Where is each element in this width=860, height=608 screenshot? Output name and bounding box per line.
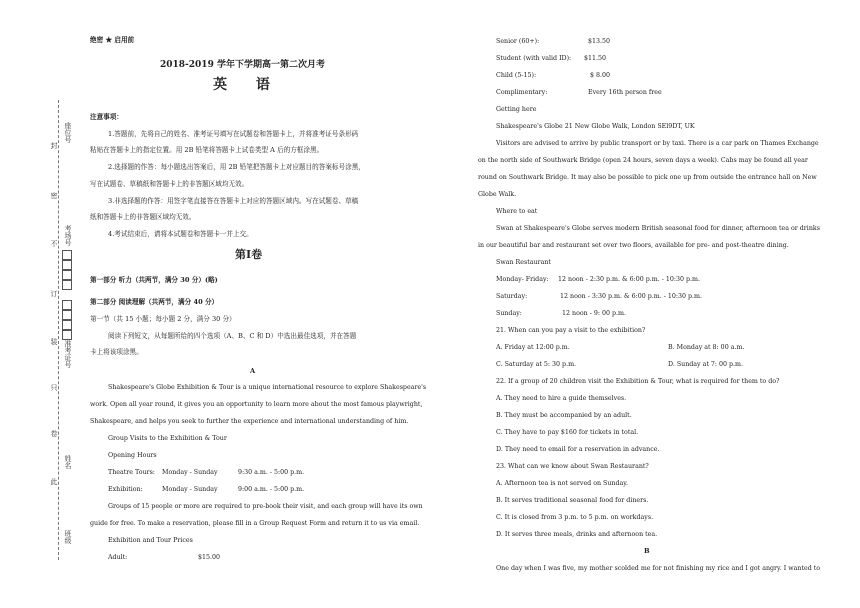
exam-subject: 英 语 bbox=[213, 77, 282, 93]
question-stem: 22. If a group of 20 children visit the Exhibition & Tour, what is required for them to do? bbox=[496, 378, 780, 385]
exam-title: 2018-2019 学年下学期高一第二次月考 bbox=[160, 60, 325, 70]
exam-room-box bbox=[62, 260, 72, 270]
passage-a-line: round on Southwark Bridge. It may also be possible to pick one up from outside the entrance hall on New bbox=[478, 174, 817, 181]
group-visits-heading: Group Visits to the Exhibition & Tour bbox=[108, 435, 227, 442]
price-label: Complimentary: bbox=[496, 89, 548, 96]
prices-heading: Exhibition and Tour Prices bbox=[108, 537, 193, 544]
note-line: 写在试题卷、草稿纸和答题卡上的非答题区域均无效。 bbox=[90, 180, 249, 188]
exam-room-box bbox=[62, 250, 72, 260]
price-value: $13.50 bbox=[588, 38, 611, 45]
note-line: 4.考试结束后，请将本试题卷和答题卡一并上交。 bbox=[108, 230, 253, 238]
part2-heading: 第二部分 阅读理解（共两节，满分 40 分） bbox=[90, 298, 219, 306]
theatre-tours-time: 9:30 a.m. - 5:00 p.m. bbox=[238, 469, 305, 476]
volume-title: 第Ⅰ卷 bbox=[235, 248, 263, 261]
passage-a-line: guide for free. To make a reservation, please fill in a Group Request Form and return it to us via email. bbox=[90, 520, 420, 527]
getting-here-heading: Getting here bbox=[496, 106, 537, 113]
question-option: D. It serves three meals, drinks and afternoon tea. bbox=[496, 531, 658, 538]
passage-a-line: Groups of 15 people or more are required to pre-book their visit, and each group will have its own bbox=[108, 503, 423, 510]
margin-bu: 不 bbox=[50, 240, 58, 247]
hours-time: 12 noon - 9: 00 p.m. bbox=[562, 310, 626, 317]
question-option: A. Friday at 12:00 p.m. bbox=[496, 344, 570, 351]
question-option: C. They have to pay $160 for tickets in total. bbox=[496, 429, 639, 436]
theatre-tours-label: Theatre Tours: bbox=[108, 469, 155, 476]
margin-zhi: 只 bbox=[50, 384, 58, 391]
swan-heading: Swan Restaurant bbox=[496, 259, 551, 266]
question-option: D. They need to email for a reservation in advance. bbox=[496, 446, 660, 453]
margin-ding: 订 bbox=[50, 290, 58, 297]
margin-juan: 卷 bbox=[50, 430, 58, 437]
margin-exam-no-label: 准考证号 bbox=[64, 340, 72, 368]
passage-b-line: One day when I was five, my mother scolded me for not finishing my rice and I got angry. I wanted to bbox=[496, 565, 821, 572]
passage-a-line: Shakespeare, and helps you seek to further the experience and international understanding of him. bbox=[90, 418, 409, 425]
question-option: B. They must be accompanied by an adult. bbox=[496, 412, 632, 419]
exhibition-days: Monday - Sunday bbox=[162, 486, 218, 493]
notes-heading: 注意事项： bbox=[90, 113, 123, 121]
question-option: C. It is closed from 3 p.m. to 5 p.m. on workdays. bbox=[496, 514, 654, 521]
exam-room-box bbox=[62, 270, 72, 280]
section1-heading: 第一节（共 15 小题；每小题 2 分，满分 30 分） bbox=[90, 315, 236, 323]
hours-days: Monday- Friday: bbox=[496, 276, 549, 283]
question-stem: 21. When can you pay a visit to the exhibition? bbox=[496, 327, 646, 334]
note-line: 1.答题前，先将自己的姓名、准考证号填写在试题卷和答题卡上，并将准考证号条形码 bbox=[108, 130, 359, 138]
question-stem: 23. What can we know about Swan Restaurant? bbox=[496, 463, 649, 470]
price-label: Adult: bbox=[108, 554, 128, 561]
margin-name-label: 姓名 bbox=[64, 455, 72, 469]
exam-no-box bbox=[62, 330, 72, 340]
price-label: Senior (60+): bbox=[496, 38, 540, 45]
margin-zhuang: 装 bbox=[50, 338, 58, 345]
address-line: Shakespeare's Globe 21 New Globe Walk, London SEl9DT, UK bbox=[496, 123, 695, 130]
note-line: 3.非选择题的作答：用签字笔直接答在答题卡上对应的答题区域内。写在试题卷、草稿 bbox=[108, 197, 359, 205]
exhibition-time: 9:00 a.m. - 5:00 p.m. bbox=[238, 486, 305, 493]
price-value: Every 16th person free bbox=[588, 89, 662, 96]
exam-no-box bbox=[62, 300, 72, 310]
passage-a-line: on the north side of Southwark Bridge (open 24 hours, seven days a week). Cabs may be found all year bbox=[478, 157, 808, 164]
margin-mi: 密 bbox=[50, 192, 58, 199]
price-label: Student (with valid ID): bbox=[496, 55, 572, 62]
question-option: D. Sunday at 7: 00 p.m. bbox=[668, 361, 744, 368]
price-value: $15.00 bbox=[198, 554, 221, 561]
margin-seal: 封 bbox=[50, 142, 58, 149]
note-line: 2.选择题的作答：每小题选出答案后，用 2B 铅笔把答题卡上对应题目的答案标号涂黑， bbox=[108, 163, 365, 171]
passage-a-line: Shakespeare's Globe Exhibition & Tour is a unique international resource to explore Shakespeare's bbox=[108, 384, 427, 391]
margin-class-label: 班级 bbox=[64, 530, 72, 544]
part1-heading: 第一部分 听力（共两节，满分 30 分）(略) bbox=[90, 276, 218, 284]
hours-days: Sunday: bbox=[496, 310, 522, 317]
passage-a-line: Globe Walk. bbox=[478, 191, 517, 198]
passage-a-line: work. Open all year round, it gives you an opportunity to learn more about the most famous playwright, bbox=[90, 401, 423, 408]
passage-a-line: in our beautiful bar and restaurant set over two floors, available for pre- and post-theatre dining. bbox=[478, 242, 789, 249]
exhibition-label: Exhibition: bbox=[108, 486, 143, 493]
price-value: $11.50 bbox=[584, 55, 607, 62]
hours-time: 12 noon - 3:30 p.m. & 6:00 p.m. - 10:30 p.m. bbox=[560, 293, 703, 300]
exam-no-box bbox=[62, 310, 72, 320]
passage-a-line: Visitors are advised to arrive by public transport or by taxi. There is a car park on Thames Exchange bbox=[496, 140, 819, 147]
question-option: C. Saturday at 5: 30 p.m. bbox=[496, 361, 577, 368]
question-option: A. They need to hire a guide themselves. bbox=[496, 395, 627, 402]
price-value: $ 8.00 bbox=[590, 72, 611, 79]
hours-days: Saturday: bbox=[496, 293, 528, 300]
question-option: B. It serves traditional seasonal food for diners. bbox=[496, 497, 649, 504]
secret-header: 绝密 ★ 启用前 bbox=[90, 36, 135, 44]
note-line: 纸和答题卡上的非答题区域均无效。 bbox=[90, 213, 196, 221]
instruction-line: 卡上将该项涂黑。 bbox=[90, 348, 143, 356]
margin-exam-room-label: 考场号 bbox=[64, 225, 72, 246]
note-line: 粘贴在答题卡上的指定位置。用 2B 铅笔将答题卡上试卷类型 A 后的方框涂黑。 bbox=[90, 146, 324, 154]
binding-margin bbox=[28, 100, 88, 570]
margin-seat-label: 座位号 bbox=[64, 122, 72, 143]
binding-line bbox=[58, 100, 59, 560]
where-to-eat-heading: Where to eat bbox=[496, 208, 538, 215]
price-label: Child (5-15): bbox=[496, 72, 537, 79]
passage-a-label: A bbox=[250, 367, 256, 375]
question-option: A. Afternoon tea is not served on Sunday. bbox=[496, 480, 628, 487]
exam-room-box bbox=[62, 280, 72, 290]
instruction-line: 阅读下列短文，从每题所给的四个选项（A、B、C 和 D）中选出最佳选项，并在答题 bbox=[108, 332, 357, 340]
exam-no-box bbox=[62, 320, 72, 330]
question-option: B. Monday at 8: 00 a.m. bbox=[668, 344, 745, 351]
passage-a-line: Swan at Shakespeare's Globe serves modern British seasonal food for dinner, afternoon tea or drinks bbox=[496, 225, 820, 232]
margin-ci: 此 bbox=[50, 478, 58, 485]
hours-time: 12 noon - 2:30 p.m. & 6:00 p.m. - 10:30 p.m. bbox=[558, 276, 701, 283]
theatre-tours-days: Monday - Sunday bbox=[162, 469, 218, 476]
passage-b-label: B bbox=[644, 547, 650, 555]
opening-hours-heading: Opening Hours bbox=[108, 452, 157, 459]
